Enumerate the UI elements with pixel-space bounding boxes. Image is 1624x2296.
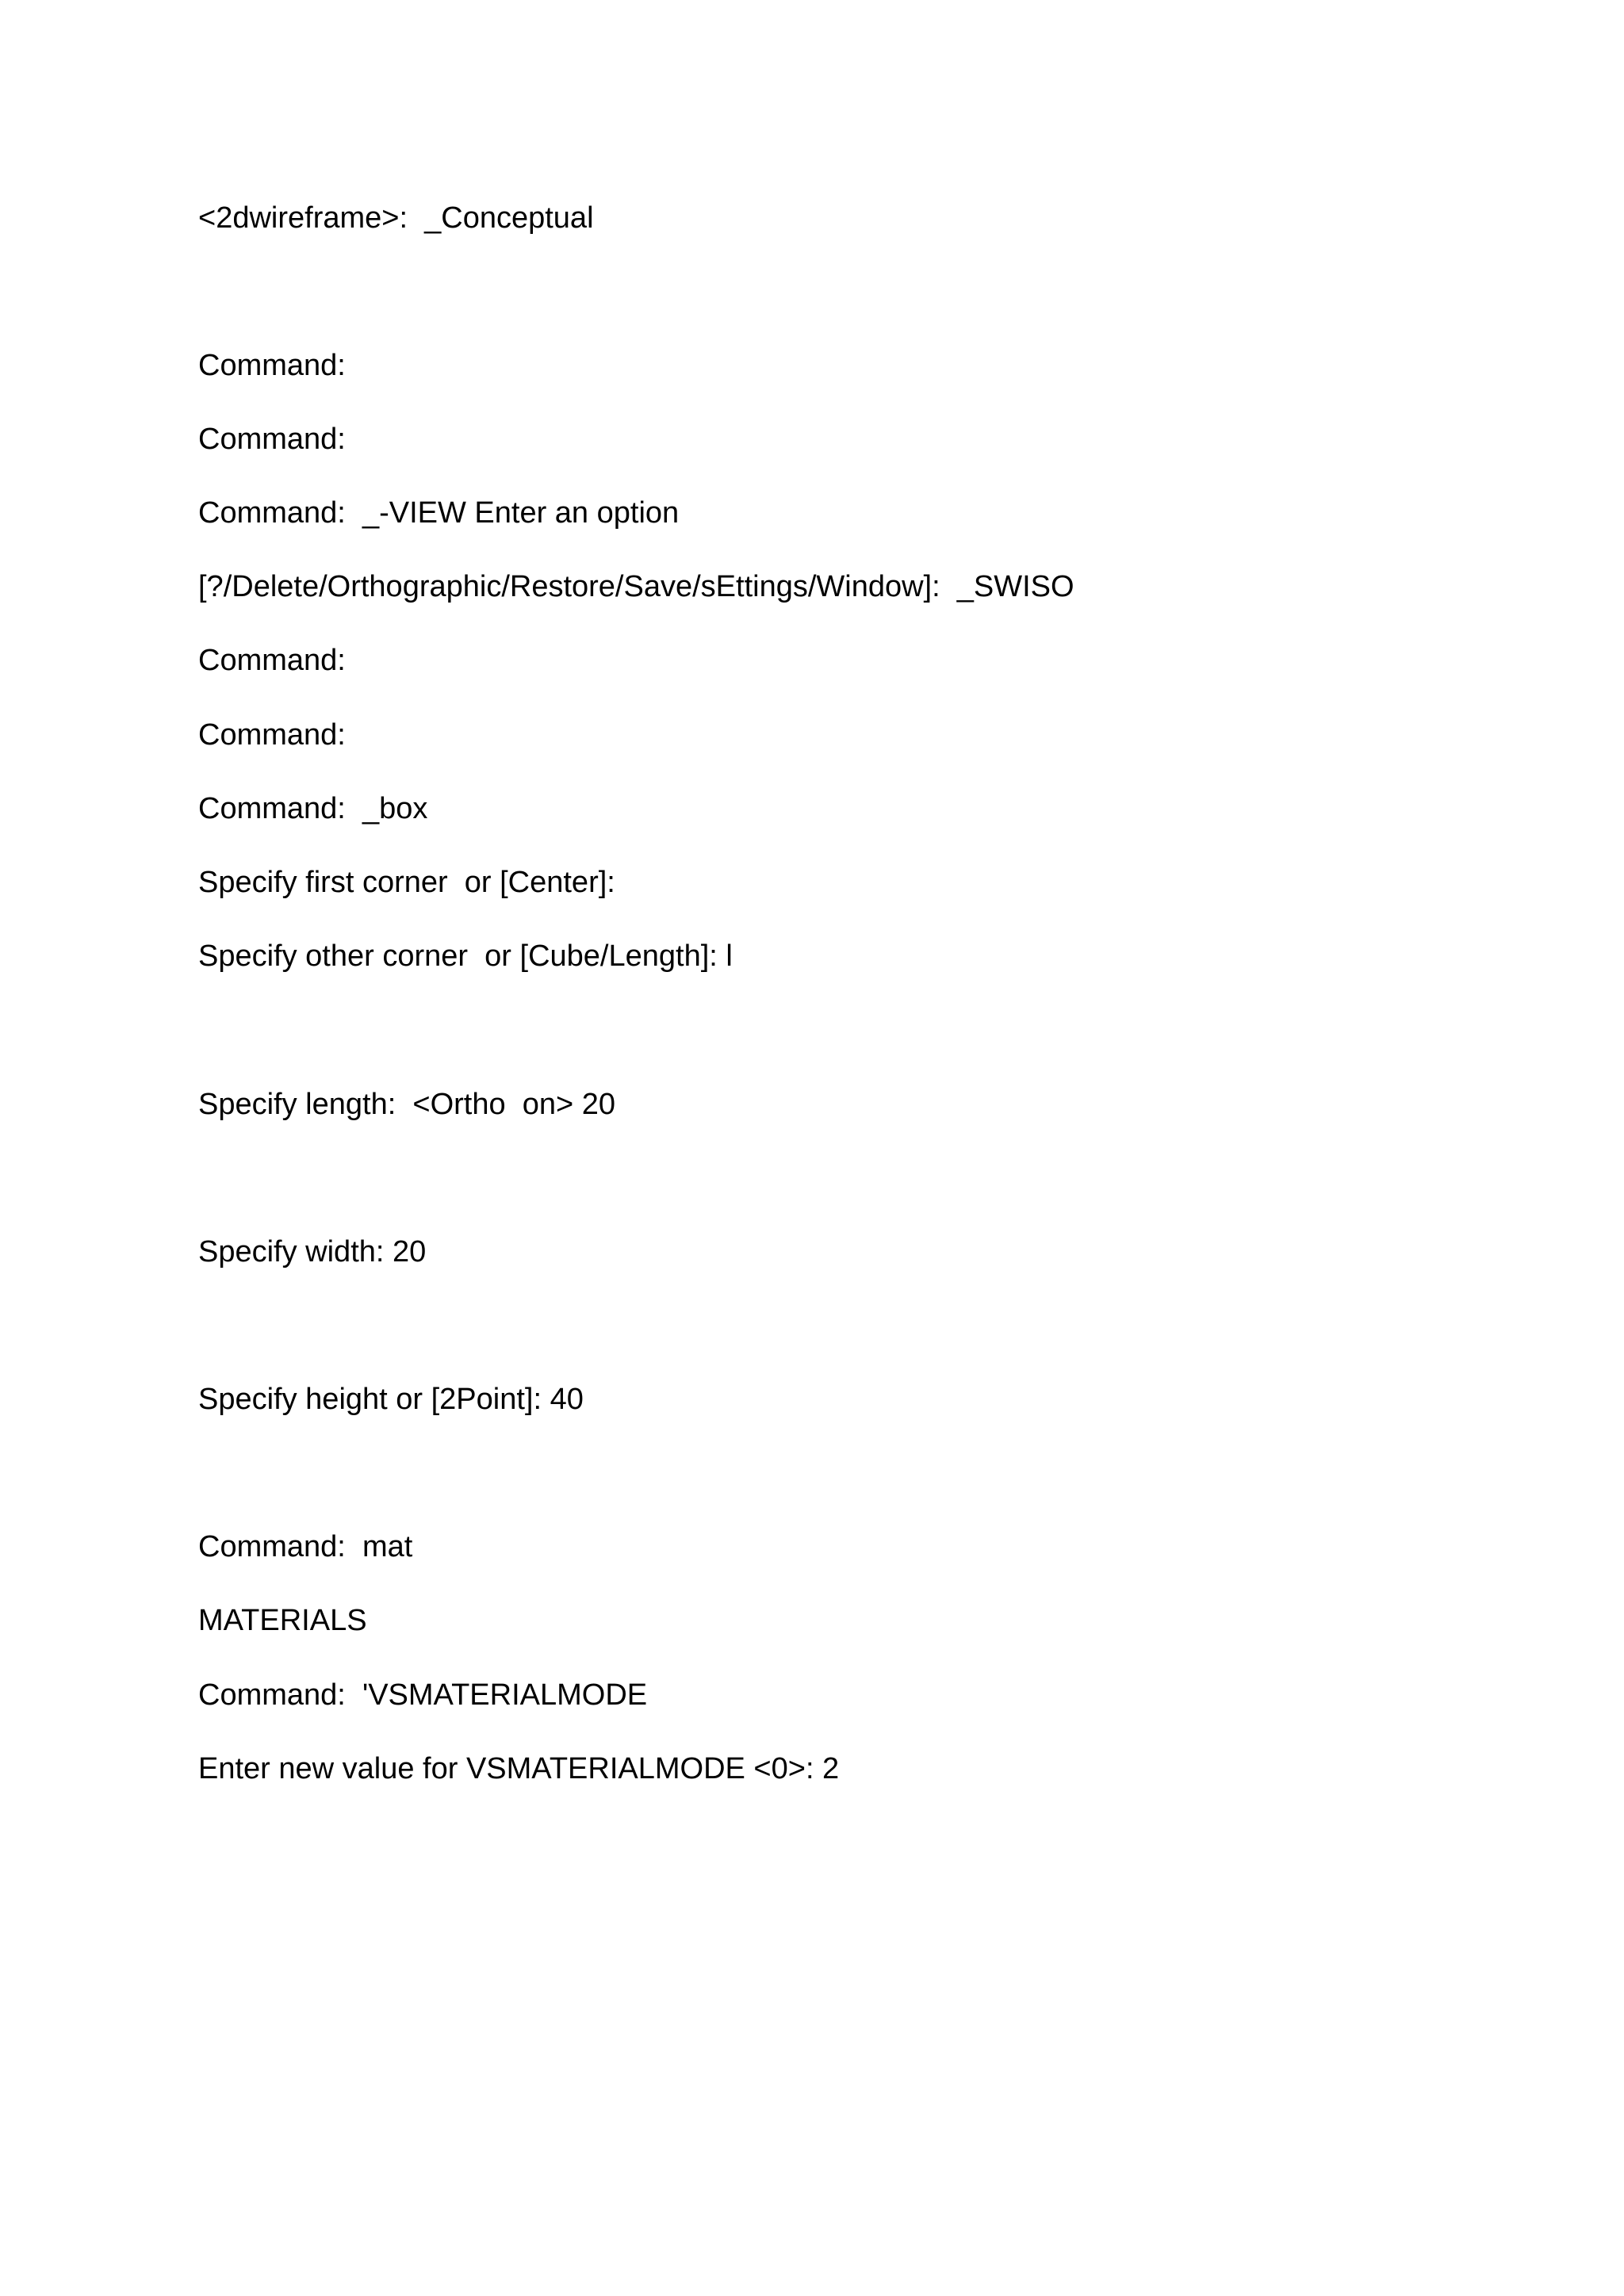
width-prompt: Specify width: 20 [198, 1235, 427, 1269]
first-corner-prompt: Specify first corner or [Center]: [198, 866, 615, 899]
command-line: Command: [198, 349, 346, 382]
box-command-line: Command: _box [198, 792, 428, 825]
height-prompt: Specify height or [2Point]: 40 [198, 1383, 584, 1416]
mat-command-line: Command: mat [198, 1530, 413, 1563]
command-line: Command: [198, 644, 346, 677]
vsmaterialmode-value-line: Enter new value for VSMATERIALMODE <0>: 2 [198, 1752, 840, 1785]
vsmaterialmode-command-line: Command: 'VSMATERIALMODE [198, 1678, 648, 1712]
command-line: Command: [198, 423, 346, 456]
view-options-line: [?/Delete/Orthographic/Restore/Save/sEttings/Window]: _SWISO [198, 570, 1074, 603]
visual-style-line: <2dwireframe>: _Conceptual [198, 201, 594, 235]
other-corner-prompt: Specify other corner or [Cube/Length]: l [198, 939, 733, 973]
length-prompt: Specify length: <Ortho on> 20 [198, 1088, 616, 1121]
view-command-line: Command: _-VIEW Enter an option [198, 496, 680, 530]
command-line: Command: [198, 718, 346, 752]
materials-line: MATERIALS [198, 1604, 367, 1637]
